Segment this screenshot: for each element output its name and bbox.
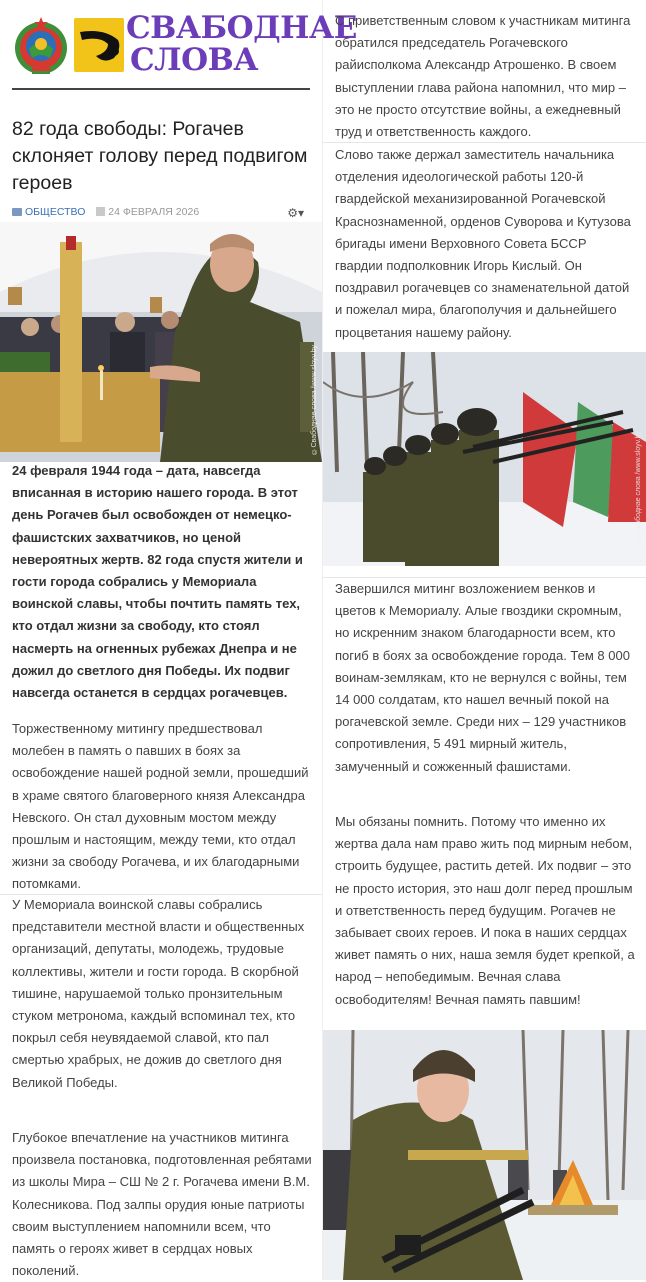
photo-young-guard — [323, 1030, 646, 1280]
paragraph-6: Завершился митинг возложением венков и цветов к Мемориалу. Алые гвоздики скромным, но искренним знаком благодарности всем, кто погиб в боях за освобождение города. Тем 8 000 воинам-землякам, кто не вернулся с войны, тем 14 000 солдатам, кто нашел вечный покой на рогачевской земле. Среди них – 129 участников сопротивления, 5 491 мирный житель, замученный и сожженный фашистами. — [335, 581, 630, 774]
category-link[interactable]: ОБЩЕСТВО — [25, 206, 86, 218]
state-emblem-icon — [12, 14, 70, 78]
photo-church-candles — [0, 222, 322, 462]
paragraph-3: Глубокое впечатление на участников митинга произвела постановка, подготовленная ребятами из школы Мира – СШ № 2 г. Рогачева имени В.М. Колесникова. Под залпы орудия юные патриоты своим выступлением напомнили всем, что память о героях живет в сердцах новых поколений. — [12, 1130, 312, 1279]
article-date: 24 ФЕВРАЛЯ 2026 — [108, 206, 200, 218]
lead-paragraph: 24 февраля 1944 года – дата, навсегда вписанная в историю нашего города. В этот день Рогачев был освобожден от немецко-фашистских захватчиков, но ценой невероятных жертв. 82 года спустя жители и гости города собрались у Мемориала воинской славы, чтобы почтить память тех, кто отдал жизни за свободу, кто стоял насмерть на огненных рубежах Днепра и не дожил до светлого дня Победы. Их подвиг навсегда останется в сердцах рогачевцев. — [12, 463, 303, 701]
paragraph-4: С приветственным словом к участникам митинга обратился председатель Рогачевского райисполкома Александр Атрошенко. В своем выступлении глава района напомнил, что мир – это не просто отсутствие войны, а ежедневный труд и ответственность каждого. — [335, 13, 631, 140]
calendar-icon — [96, 207, 105, 216]
site-logo[interactable] — [12, 10, 357, 78]
brand-wordmark — [126, 12, 357, 76]
paragraph-1: Торжественному митингу предшествовал молебен в память о павших в боях за освобождение нашей родной земли, прошедший в храме святого благоверного князя Александра Невского. Он стал духовным мостом между прошлым и настоящим, между теми, кто отдал жизни за свободу Рогачева, и их благодарными потомками. — [12, 721, 309, 892]
paragraph-divider — [323, 142, 646, 143]
brand-line-1: СВАБОДНАЕ — [126, 10, 357, 46]
brand-line-2: СЛОВА — [130, 42, 259, 78]
photo-credit: ©Свабоднае слова /www.sloyv.by — [635, 430, 642, 540]
folder-icon — [12, 208, 22, 216]
horn-logo-icon — [74, 18, 124, 72]
article-title: 82 года свободы: Рогачев склоняет голову перед подвигом героев — [12, 118, 308, 194]
photo-credit: ©Свабоднае слова /www.sloyv.by — [311, 344, 318, 454]
photo-honor-guard-salute — [323, 352, 646, 566]
gear-icon[interactable]: ⚙▾ — [287, 206, 304, 220]
paragraph-2: У Мемориала воинской славы собрались представители местной власти и общественных организаций, депутаты, молодежь, трудовые коллективы, жители и гости города. В скорбной тишине, нарушаемой только пронзительным стуком метронома, каждый вспоминал тех, кто покрыл себя неувядаемой славой, кто пал смертью храбрых, не дожив до светлого дня Великой Победы. — [12, 897, 305, 1090]
paragraph-5: Слово также держал заместитель начальника отделения идеологической работы 120-й гвардейской механизированной Рогачевской Краснознаменной, орденов Суворова и Кутузова бригады имени Верховного Совета БССР гвардии подполковник Игорь Кислый. Он поздравил рогачевцев со знаменательной датой и пожелал мира, благополучия и дальнейшего процветания нашему району. — [335, 147, 631, 340]
paragraph-7: Мы обязаны помнить. Потому что именно их жертва дала нам право жить под мирным небом, строить будущее, растить детей. Их подвиг – это не просто история, это наш долг перед прошлым и ответственность перед будущим. Рогачев не забывает своих героев. И пока в наших сердцах живет память о них, наша земля будет крепкой, а народ – непобедимым. Вечная слава освободителям! Вечная память павшим! — [335, 814, 635, 1007]
header-rule — [12, 88, 310, 90]
